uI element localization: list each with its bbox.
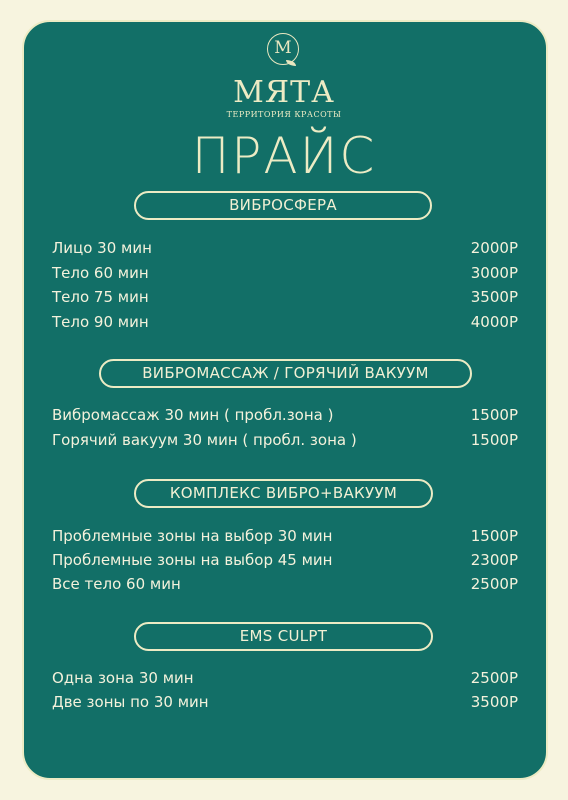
service-name: Лицо 30 мин <box>52 239 152 257</box>
service-name: Горячий вакуум 30 мин ( пробл. зона ) <box>52 431 357 449</box>
section-heading-ems-culpt: EMS CULPT <box>134 622 433 651</box>
service-name: Тело 90 мин <box>52 313 149 331</box>
service-name: Проблемные зоны на выбор 45 мин <box>52 551 333 569</box>
section-heading-vibromassage: ВИБРОМАССАЖ / ГОРЯЧИЙ ВАКУУМ <box>99 359 472 388</box>
brand-tagline: ТЕРРИТОРИЯ КРАСОТЫ <box>226 110 342 119</box>
service-price: 4000Р <box>470 313 518 331</box>
service-price: 3000Р <box>470 264 518 282</box>
service-name: Тело 60 мин <box>52 264 149 282</box>
service-price: 1500Р <box>470 527 518 545</box>
service-name: Одна зона 30 мин <box>52 669 194 687</box>
section-heading-vibrosphere: ВИБРОСФЕРА <box>134 191 432 220</box>
service-name: Все тело 60 мин <box>52 575 181 593</box>
service-price: 3500Р <box>470 288 518 306</box>
brand-name: МЯТА <box>233 75 335 110</box>
service-price: 1500Р <box>470 406 518 424</box>
service-price: 2300Р <box>470 551 518 569</box>
service-name: Тело 75 мин <box>52 288 149 306</box>
page-title: ПРАЙС <box>191 127 377 185</box>
service-price: 1500Р <box>470 431 518 449</box>
section-heading-complex: КОМПЛЕКС ВИБРО+ВАКУУМ <box>134 479 433 508</box>
service-name: Проблемные зоны на выбор 30 мин <box>52 527 333 545</box>
service-price: 2500Р <box>470 575 518 593</box>
service-price: 2000Р <box>470 239 518 257</box>
service-price: 2500Р <box>470 669 518 687</box>
service-name: Вибромассаж 30 мин ( пробл.зона ) <box>52 406 334 424</box>
service-name: Две зоны по 30 мин <box>52 693 209 711</box>
service-price: 3500Р <box>470 693 518 711</box>
logo-monogram-icon: M <box>267 33 299 65</box>
